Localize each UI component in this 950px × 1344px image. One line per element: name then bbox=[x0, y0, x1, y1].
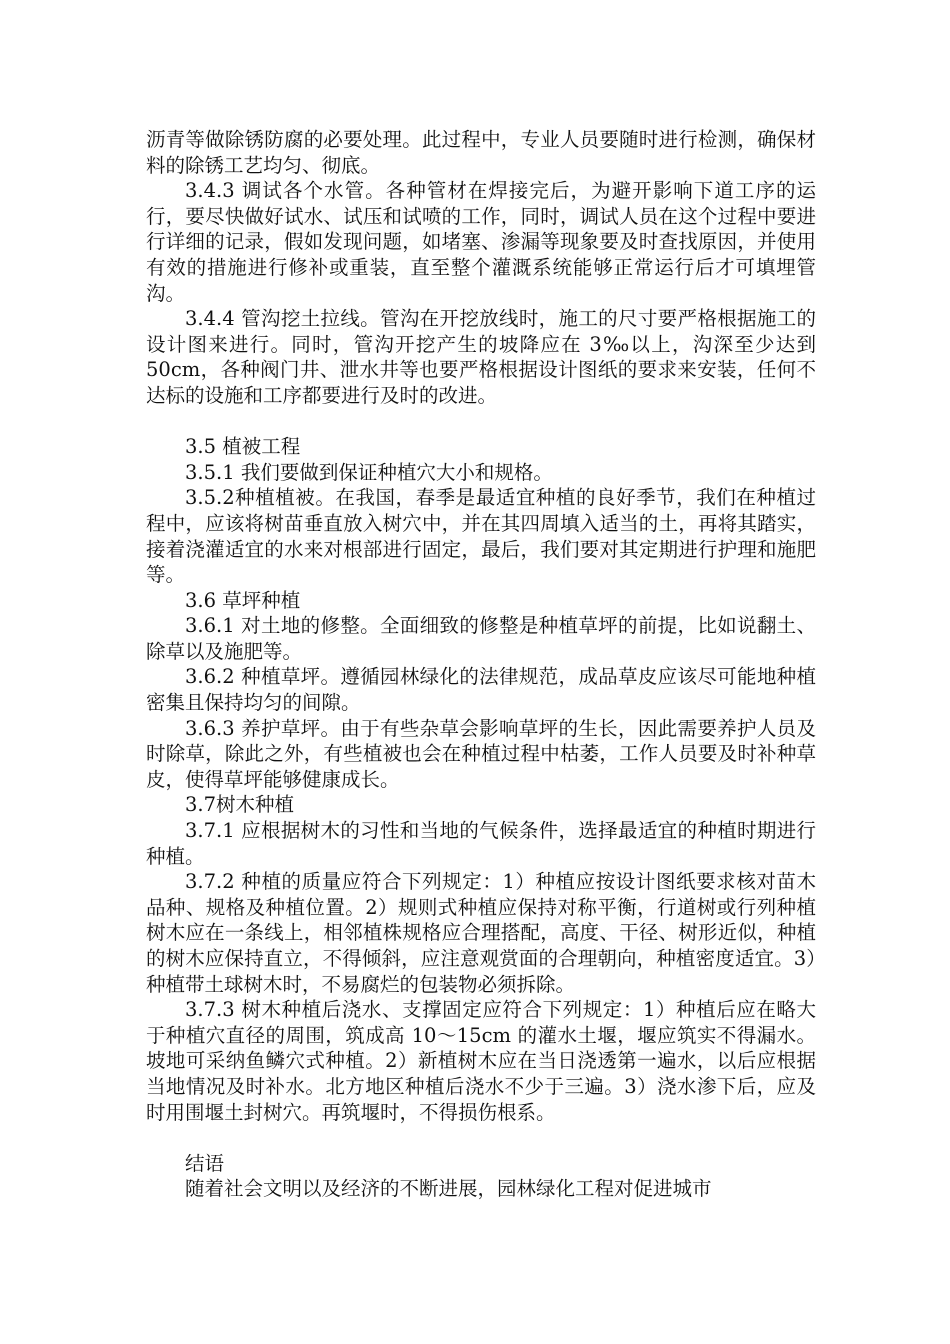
paragraph-3-6-2: 3.6.2 种植草坪。遵循园林绿化的法律规范，成品草皮应该尽可能地种植密集且保持均匀的间隙。 bbox=[146, 665, 816, 715]
heading-conclusion: 结语 bbox=[185, 1151, 225, 1175]
paragraph-3-5-2: 3.5.2种植植被。在我国，春季是最适宜种植的良好季节，我们在种植过程中，应该将树苗垂直放入树穴中，并在其四周填入适当的土，再将其踏实，接着浇灌适宜的水来对根部进行固定，最后，我们要对其定期进行护理和施肥等。 bbox=[146, 486, 816, 587]
paragraph-gap bbox=[146, 409, 816, 435]
heading-3-7: 3.7树木种植 bbox=[185, 793, 295, 817]
document-page bbox=[146, 127, 816, 1202]
paragraph-3-7-1: 3.7.1 应根据树木的习性和当地的气候条件，选择最适宜的种植时期进行种植。 bbox=[146, 819, 816, 868]
paragraph-conclusion: 随着社会文明以及经济的不断进展，园林绿化工程对促进城市 bbox=[185, 1177, 712, 1201]
paragraph-continuation: 沥青等做除锈防腐的必要处理。此过程中，专业人员要随时进行检测，确保材料的除锈工艺均匀、彻底。 bbox=[146, 128, 816, 177]
paragraph-gap bbox=[146, 1125, 816, 1151]
paragraph-3-6-3: 3.6.3 养护草坪。由于有些杂草会影响草坪的生长，因此需要养护人员及时除草，除此之外，有些植被也会在种植过程中枯萎，工作人员要及时补种草皮，使得草坪能够健康成长。 bbox=[146, 716, 816, 791]
paragraph-3-5-1: 3.5.1 我们要做到保证种植穴大小和规格。 bbox=[185, 460, 553, 484]
paragraph-3-4-4: 3.4.4 管沟挖土拉线。管沟在开挖放线时，施工的尺寸要严格根据施工的设计图来进行。同时，管沟开挖产生的坡降应在 3‰以上，沟深至少达到 50cm，各种阀门井、泄水井等也要严格根据设计图纸的要求来安装，任何不达标的设施和工序都要进行及时的改进。 bbox=[146, 307, 816, 407]
heading-3-5: 3.5 植被工程 bbox=[185, 435, 301, 459]
paragraph-3-4-3: 3.4.3 调试各个水管。各种管材在焊接完后，为避开影响下道工序的运行，要尽快做好试水、试压和试喷的工作，同时，调试人员在这个过程中要进行详细的记录，假如发现问题，如堵塞、渗漏等现象要及时查找原因，并使用有效的措施进行修补或重装，直至整个灌溉系统能够正常运行后才可填埋管沟。 bbox=[146, 179, 816, 305]
paragraph-3-7-2: 3.7.2 种植的质量应符合下列规定：1）种植应按设计图纸要求核对苗木品种、规格及种植位置。2）规则式种植应保持对称平衡，行道树或行列种植树木应在一条线上，相邻植株规格应合理搭配，高度、干径、树形近似，种植的树木应保持直立，不得倾斜，应注意观赏面的合理朝向，种植密度适宜。3）种植带土球树木时，不易腐烂的包装物必须拆除。 bbox=[146, 870, 816, 996]
paragraph-3-7-3: 3.7.3 树木种植后浇水、支撑固定应符合下列规定：1）种植后应在略大于种植穴直径的周围，筑成高 10～15cm 的灌水土堰，堰应筑实不得漏水。坡地可采纳鱼鳞穴式种植。2）新植树木应在当日浇透第一遍水，以后应根据当地情况及时补水。北方地区种植后浇水不少于三遍。3）浇水渗下后，应及时用围堰土封树穴。再筑堰时，不得损伤根系。 bbox=[146, 998, 816, 1124]
heading-3-6: 3.6 草坪种植 bbox=[185, 588, 301, 612]
paragraph-3-6-1: 3.6.1 对土地的修整。全面细致的修整是种植草坪的前提，比如说翻土、除草以及施肥等。 bbox=[146, 614, 816, 663]
